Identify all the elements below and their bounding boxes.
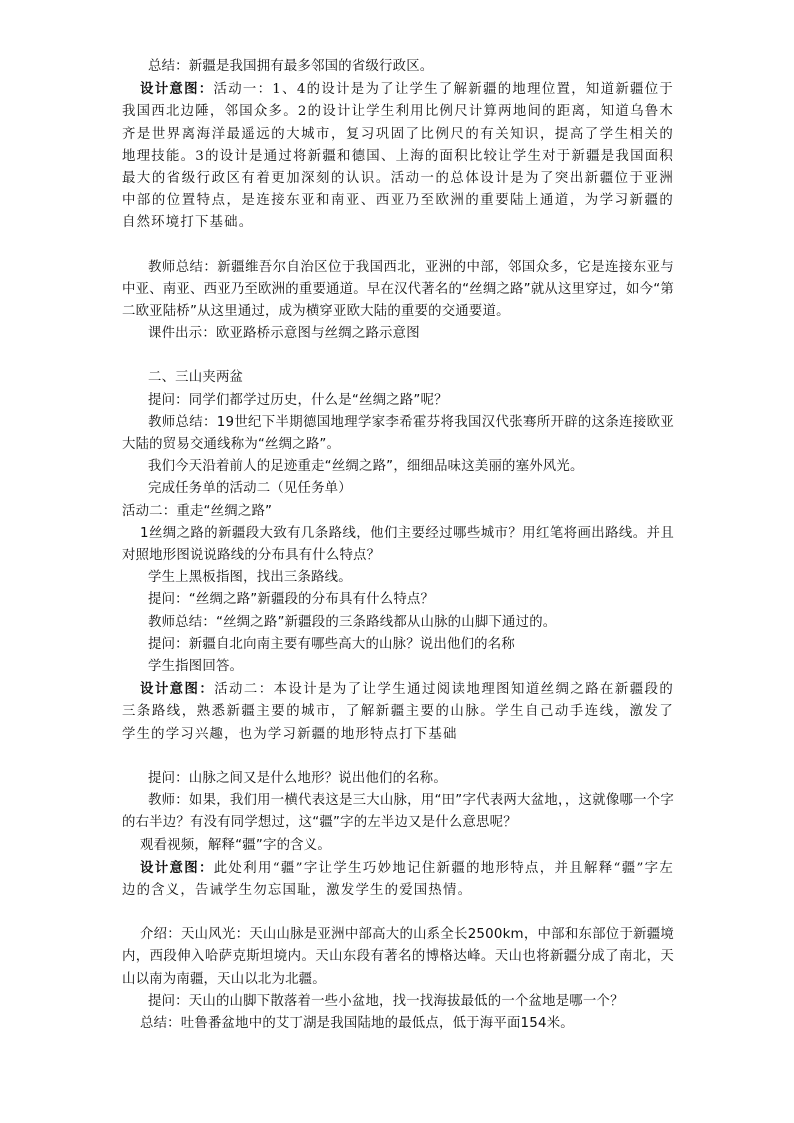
design-intent-paragraph — [122, 857, 674, 902]
activity-heading: 活动二：重走“丝绸之路” — [122, 503, 273, 519]
task-paragraph: 完成任务单的活动二（见任务单） — [148, 481, 352, 497]
teacher-summary-paragraph: 教师总结：“丝绸之路”新疆段的三条路线都从山脉的山脚下通过的。 — [148, 614, 557, 630]
spacer — [122, 345, 674, 367]
spacer — [122, 902, 674, 924]
question-paragraph: 提问：“丝绸之路”新疆段的分布具有什么特点？ — [148, 592, 435, 608]
spacer — [122, 746, 674, 768]
design-intent-text: 活动二：本设计是为了让学生通过阅读地理图知道丝绸之路在新疆段的三条路线，熟悉新疆主要的城市，了解新疆主要的山脉。学生自己动手连线，激发了学生的学习兴趣，也为学习新疆的地形特点打下基础 — [122, 682, 674, 742]
summary-paragraph: 总结：新疆是我国拥有最多邻国的省级行政区。 — [148, 59, 434, 74]
summary-paragraph: 总结：吐鲁番盆地中的艾丁湖是我国陆地的最低点，低于海平面154米。 — [140, 1015, 574, 1031]
design-intent-paragraph — [122, 678, 674, 746]
design-intent-paragraph — [122, 78, 674, 234]
design-intent-lead: 设计意图： — [140, 681, 215, 698]
question-paragraph: 提问：同学们都学过历史，什么是“丝绸之路”呢？ — [148, 392, 448, 408]
student-activity-paragraph: 学生上黑板指图，找出三条路线。 — [148, 570, 352, 586]
activity-question: 1丝绸之路的新疆段大致有几条路线，他们主要经过哪些城市？用红笔将画出路线。并且对照地形图说说路线的分布具有什么特点？ — [122, 525, 674, 564]
question-paragraph: 提问：新疆自北向南主要有哪些高大的山脉？说出他们的名称 — [148, 636, 515, 652]
question-paragraph: 提问：山脉之间又是什么地形？说出他们的名称。 — [148, 770, 447, 786]
teacher-summary-paragraph: 教师总结：新疆维吾尔自治区位于我国西北，亚洲的中部，邻国众多，它是连接东亚与中亚、南亚、西亚乃至欧洲的重要通道。早在汉代著名的“丝绸之路”就从这里穿过，如今“第二欧亚陆桥”从这里通过，成为横穿亚欧大陆的重要的交通要道。 — [122, 259, 674, 320]
design-intent-text: 此处利用“疆”字让学生巧妙地记住新疆的地形特点，并且解释“疆”字左边的含义，告诫学生勿忘国耻，激发学生的爱国热情。 — [122, 860, 675, 898]
courseware-paragraph: 课件出示：欧亚路桥示意图与丝绸之路示意图 — [148, 326, 420, 342]
question-paragraph: 提问：天山的山脚下散落着一些小盆地，找一找海拔最低的一个盆地是哪一个？ — [148, 993, 624, 1009]
design-intent-lead: 设计意图： — [140, 81, 214, 98]
teacher-summary-paragraph: 教师总结：19世纪下半期德国地理学家李希霍芬将我国汉代张骞所开辟的这条连接欧亚大陆的贸易交通线称为“丝绸之路”。 — [122, 414, 674, 453]
document-body — [122, 56, 674, 1035]
design-intent-text: 活动一：1、4的设计是为了让学生了解新疆的地理位置，知道新疆位于我国西北边陲，邻国众多。2的设计让学生利用比例尺计算两地间的距离，知道乌鲁木齐是世界离海洋最遥远的大城市，复习巩固了比例尺的有关知识，提高了学生相关的地理技能。3的设计是通过将新疆和德国、上海的面积比较让学生对于新疆是我国面积最大的省级行政区有着更加深刻的认识。活动一的总体设计是为了突出新疆位于亚洲中部的位置特点，是连接东亚和南亚、西亚乃至欧洲的重要陆上通道，为学习新疆的自然环境打下基础。 — [122, 82, 675, 231]
teacher-paragraph: 教师：如果，我们用一横代表这是三大山脉，用“田”字代表两大盆地，，这就像哪一个字的右半边？有没有同学想过，这“疆”字的左半边又是什么意思呢？ — [122, 793, 674, 831]
video-paragraph: 观看视频，解释“疆”字的含义。 — [140, 837, 331, 853]
student-activity-paragraph: 学生指图回答。 — [148, 659, 244, 675]
text-paragraph: 我们今天沿着前人的足迹重走“丝绸之路”，细细品味这美丽的塞外风光。 — [148, 459, 584, 475]
introduction-paragraph: 介绍：天山风光：天山山脉是亚洲中部高大的山系全长2500km，中部和东部位于新疆境内，西段伸入哈萨克斯坦境内。天山东段有著名的博格达峰。天山也将新疆分成了南北，天山以南为南疆，天山以北为北疆。 — [122, 927, 674, 987]
spacer — [122, 235, 674, 257]
section-heading: 二、三山夹两盆 — [148, 370, 244, 386]
design-intent-lead: 设计意图： — [140, 859, 214, 876]
